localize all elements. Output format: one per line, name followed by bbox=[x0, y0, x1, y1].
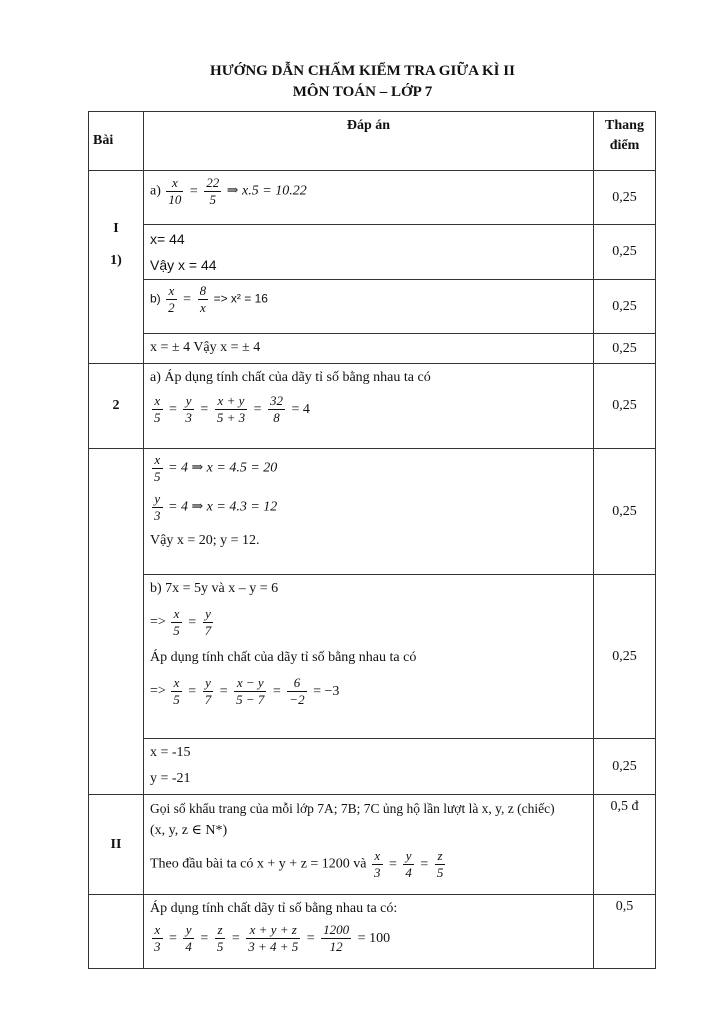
table-row bbox=[89, 575, 656, 739]
grading-table bbox=[88, 111, 656, 969]
header-bai: Bài bbox=[89, 112, 144, 171]
section-label: I 1) bbox=[89, 171, 144, 364]
table-row bbox=[89, 171, 656, 225]
answer-cell: x = -15 y = -21 bbox=[144, 739, 594, 795]
points-cell: 0,25 bbox=[594, 280, 656, 334]
section-label: 2 bbox=[89, 364, 144, 449]
answer-cell: b) $\frac{x}{2}$ = $\frac{8}{x}$ => x² = 16 bbox=[144, 280, 594, 334]
table-header-row bbox=[89, 112, 656, 171]
table-row bbox=[89, 449, 656, 575]
answer-cell: Áp dụng tính chất dãy tỉ số bằng nhau ta có: $\frac{x}{3}$ = $\frac{y}{4}$ = $\frac{z}{5}$ = $\frac{x + y + z}{3 + 4 + 5}$ = $\frac{1200}{12}$ = 100 bbox=[144, 895, 594, 969]
points-cell: 0,25 bbox=[594, 449, 656, 575]
table-row bbox=[89, 739, 656, 795]
points-cell: 0,5 đ bbox=[594, 795, 656, 895]
points-cell: 0,25 bbox=[594, 575, 656, 739]
table-row bbox=[89, 225, 656, 280]
answer-cell: Gọi số khẩu trang của mỗi lớp 7A; 7B; 7C ủng hộ lần lượt là x, y, z (chiếc) (x, y, z ∈ N*) Theo đầu bài ta có x + y + z = 1200 và $\frac{x}{3}$ = $\frac{y}{4}$ = $\frac{z}{5}$ bbox=[144, 795, 594, 895]
table-row bbox=[89, 795, 656, 895]
points-cell: 0,25 bbox=[594, 739, 656, 795]
document-subtitle: MÔN TOÁN – LỚP 7 bbox=[292, 84, 433, 100]
table-row bbox=[89, 895, 656, 969]
answer-cell: x = ± 4 Vậy x = ± 4 bbox=[144, 334, 594, 364]
fraction: $\frac{8}{x}$ bbox=[199, 283, 207, 315]
answer-cell: $\frac{x}{5}$ = 4 ⇒ x = 4.5 = 20 $\frac{y}{3}$ = 4 ⇒ x = 4.3 = 12 Vậy x = 20; y = 12. bbox=[144, 449, 594, 575]
section-label-empty bbox=[89, 895, 144, 969]
answer-cell: x= 44 Vậy x = 44 bbox=[144, 225, 594, 280]
answer-cell: a) Áp dụng tính chất của dãy tỉ số bằng nhau ta có $\frac{x}{5}$ = $\frac{y}{3}$ = $\frac{x + y}{5 + 3}$ = $\frac{32}{8}$ = 4 bbox=[144, 364, 594, 449]
header-thang-diem: Thang điểm bbox=[594, 112, 656, 171]
fraction: $\frac{x}{10}$ bbox=[168, 175, 182, 207]
table-row bbox=[89, 334, 656, 364]
answer-cell: b) 7x = 5y và x – y = 6 => $\frac{x}{5}$ = $\frac{y}{7}$ Áp dụng tính chất của dãy tỉ số bằng nhau ta có => $\frac{x}{5}$ = $\frac{y}{7}$ = $\frac{x - y}{5 - 7}$ = $\frac{6}{-2}$ = −3 bbox=[144, 575, 594, 739]
document-title: HƯỚNG DẪN CHẤM KIỂM TRA GIỮA KÌ II bbox=[210, 63, 515, 79]
points-cell: 0,25 bbox=[594, 364, 656, 449]
header-dap-an: Đáp án bbox=[144, 112, 594, 171]
points-cell: 0,5 bbox=[594, 895, 656, 969]
points-cell: 0,25 bbox=[594, 171, 656, 225]
fraction: $\frac{x}{2}$ bbox=[168, 283, 175, 315]
points-cell: 0,25 bbox=[594, 334, 656, 364]
table-row bbox=[89, 280, 656, 334]
answer-cell: a) $\frac{x}{10}$ = $\frac{22}{5}$ ⇒ x.5 = 10.22 bbox=[144, 171, 594, 225]
points-cell: 0,25 bbox=[594, 225, 656, 280]
fraction: $\frac{22}{5}$ bbox=[206, 175, 220, 207]
table-row bbox=[89, 364, 656, 449]
section-label-empty bbox=[89, 449, 144, 795]
section-label: II bbox=[89, 795, 144, 895]
